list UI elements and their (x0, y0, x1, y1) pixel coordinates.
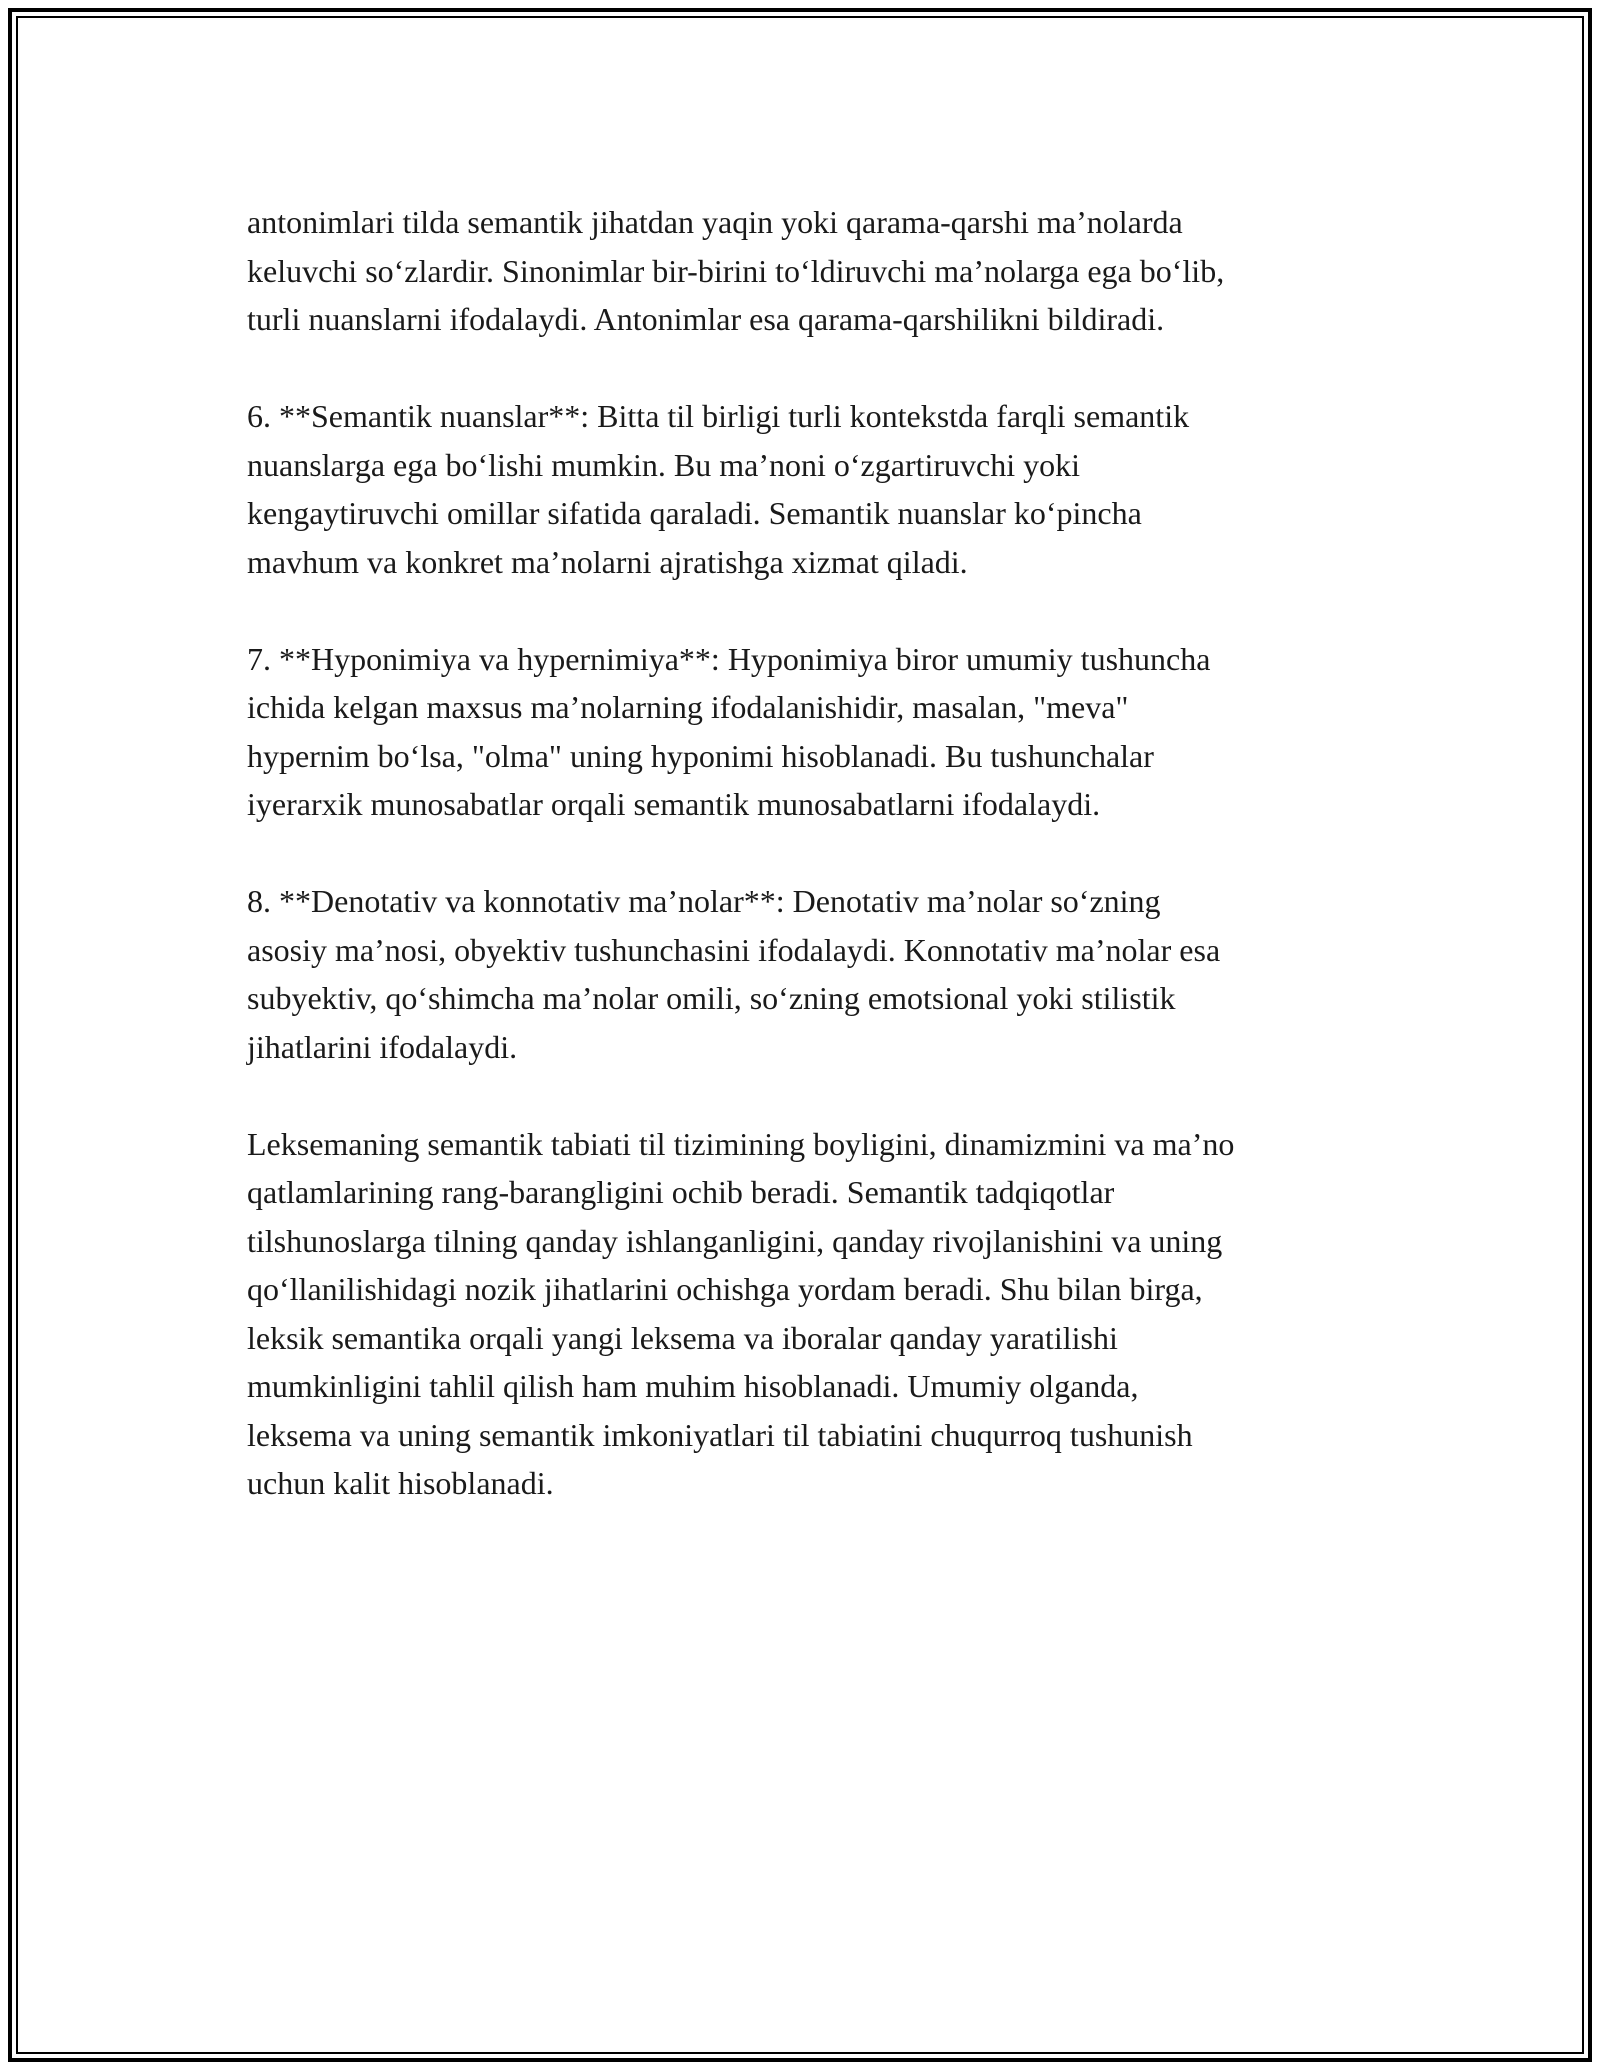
paragraph-hyponymy: 7. **Hyponimiya va hypernimiya**: Hyponimiya biror umumiy tushuncha ichida kelgan maxsus ma’nolarning ifodalanishidir, masalan, "meva" hypernim bo‘lsa, "olma" uning hyponimi hisoblanadi. Bu tushunchalar iyerarxik munosabatlar orqali semantik munosabatlarni ifodalaydi. (247, 640, 1211, 822)
document-body (247, 198, 1412, 1556)
paragraph-semantic-nuances: 6. **Semantik nuanslar**: Bitta til birligi turli kontekstda farqli semantik nuanslarga ega bo‘lishi mumkin. Bu ma’noni o‘zgartiruvchi yoki kengaytiruvchi omillar sifatida qaraladi. Semantik nuanslar ko‘pincha mavhum va konkret ma’nolarni ajratishga xizmat qiladi. (247, 398, 1190, 580)
paragraph-denotative-connotative: 8. **Denotativ va konnotativ ma’nolar**: Denotativ ma’nolar so‘zning asosiy ma’nosi, obyektiv tushunchasini ifodalaydi. Konnotativ ma’nolar esa subyektiv, qo‘shimcha ma’nolar omili, so‘zning emotsional yoki stilistik jihatlarini ifodalaydi. (247, 883, 1221, 1065)
page-frame (8, 8, 1592, 2062)
paragraph-conclusion: Leksemaning semantik tabiati til tizimining boyligini, dinamizmini va ma’no qatlamlarining rang-barangligini ochib beradi. Semantik tadqiqotlar tilshunoslarga tilning qanday ishlanganligini, qanday rivojlanishini va uning qo‘llanilishidagi nozik jihatlarini ochishga yordam beradi. Shu bilan birga, leksik semantika orqali yangi leksema va iboralar qanday yaratilishi mumkinligini tahlil qilish ham muhim hisoblanadi. Umumiy olganda, leksema va uning semantik imkoniyatlari til tabiatini chuqurroq tushunish uchun kalit hisoblanadi. (247, 1125, 1235, 1501)
paragraph-antonyms-continued: antonimlari tilda semantik jihatdan yaqin yoki qarama-qarshi ma’nolarda keluvchi so‘zlardir. Sinonimlar bir-birini to‘ldiruvchi ma’nolarga ega bo‘lib, turli nuanslarni ifodalaydi. Antonimlar esa qarama-qarshilikni bildiradi. (247, 204, 1225, 337)
